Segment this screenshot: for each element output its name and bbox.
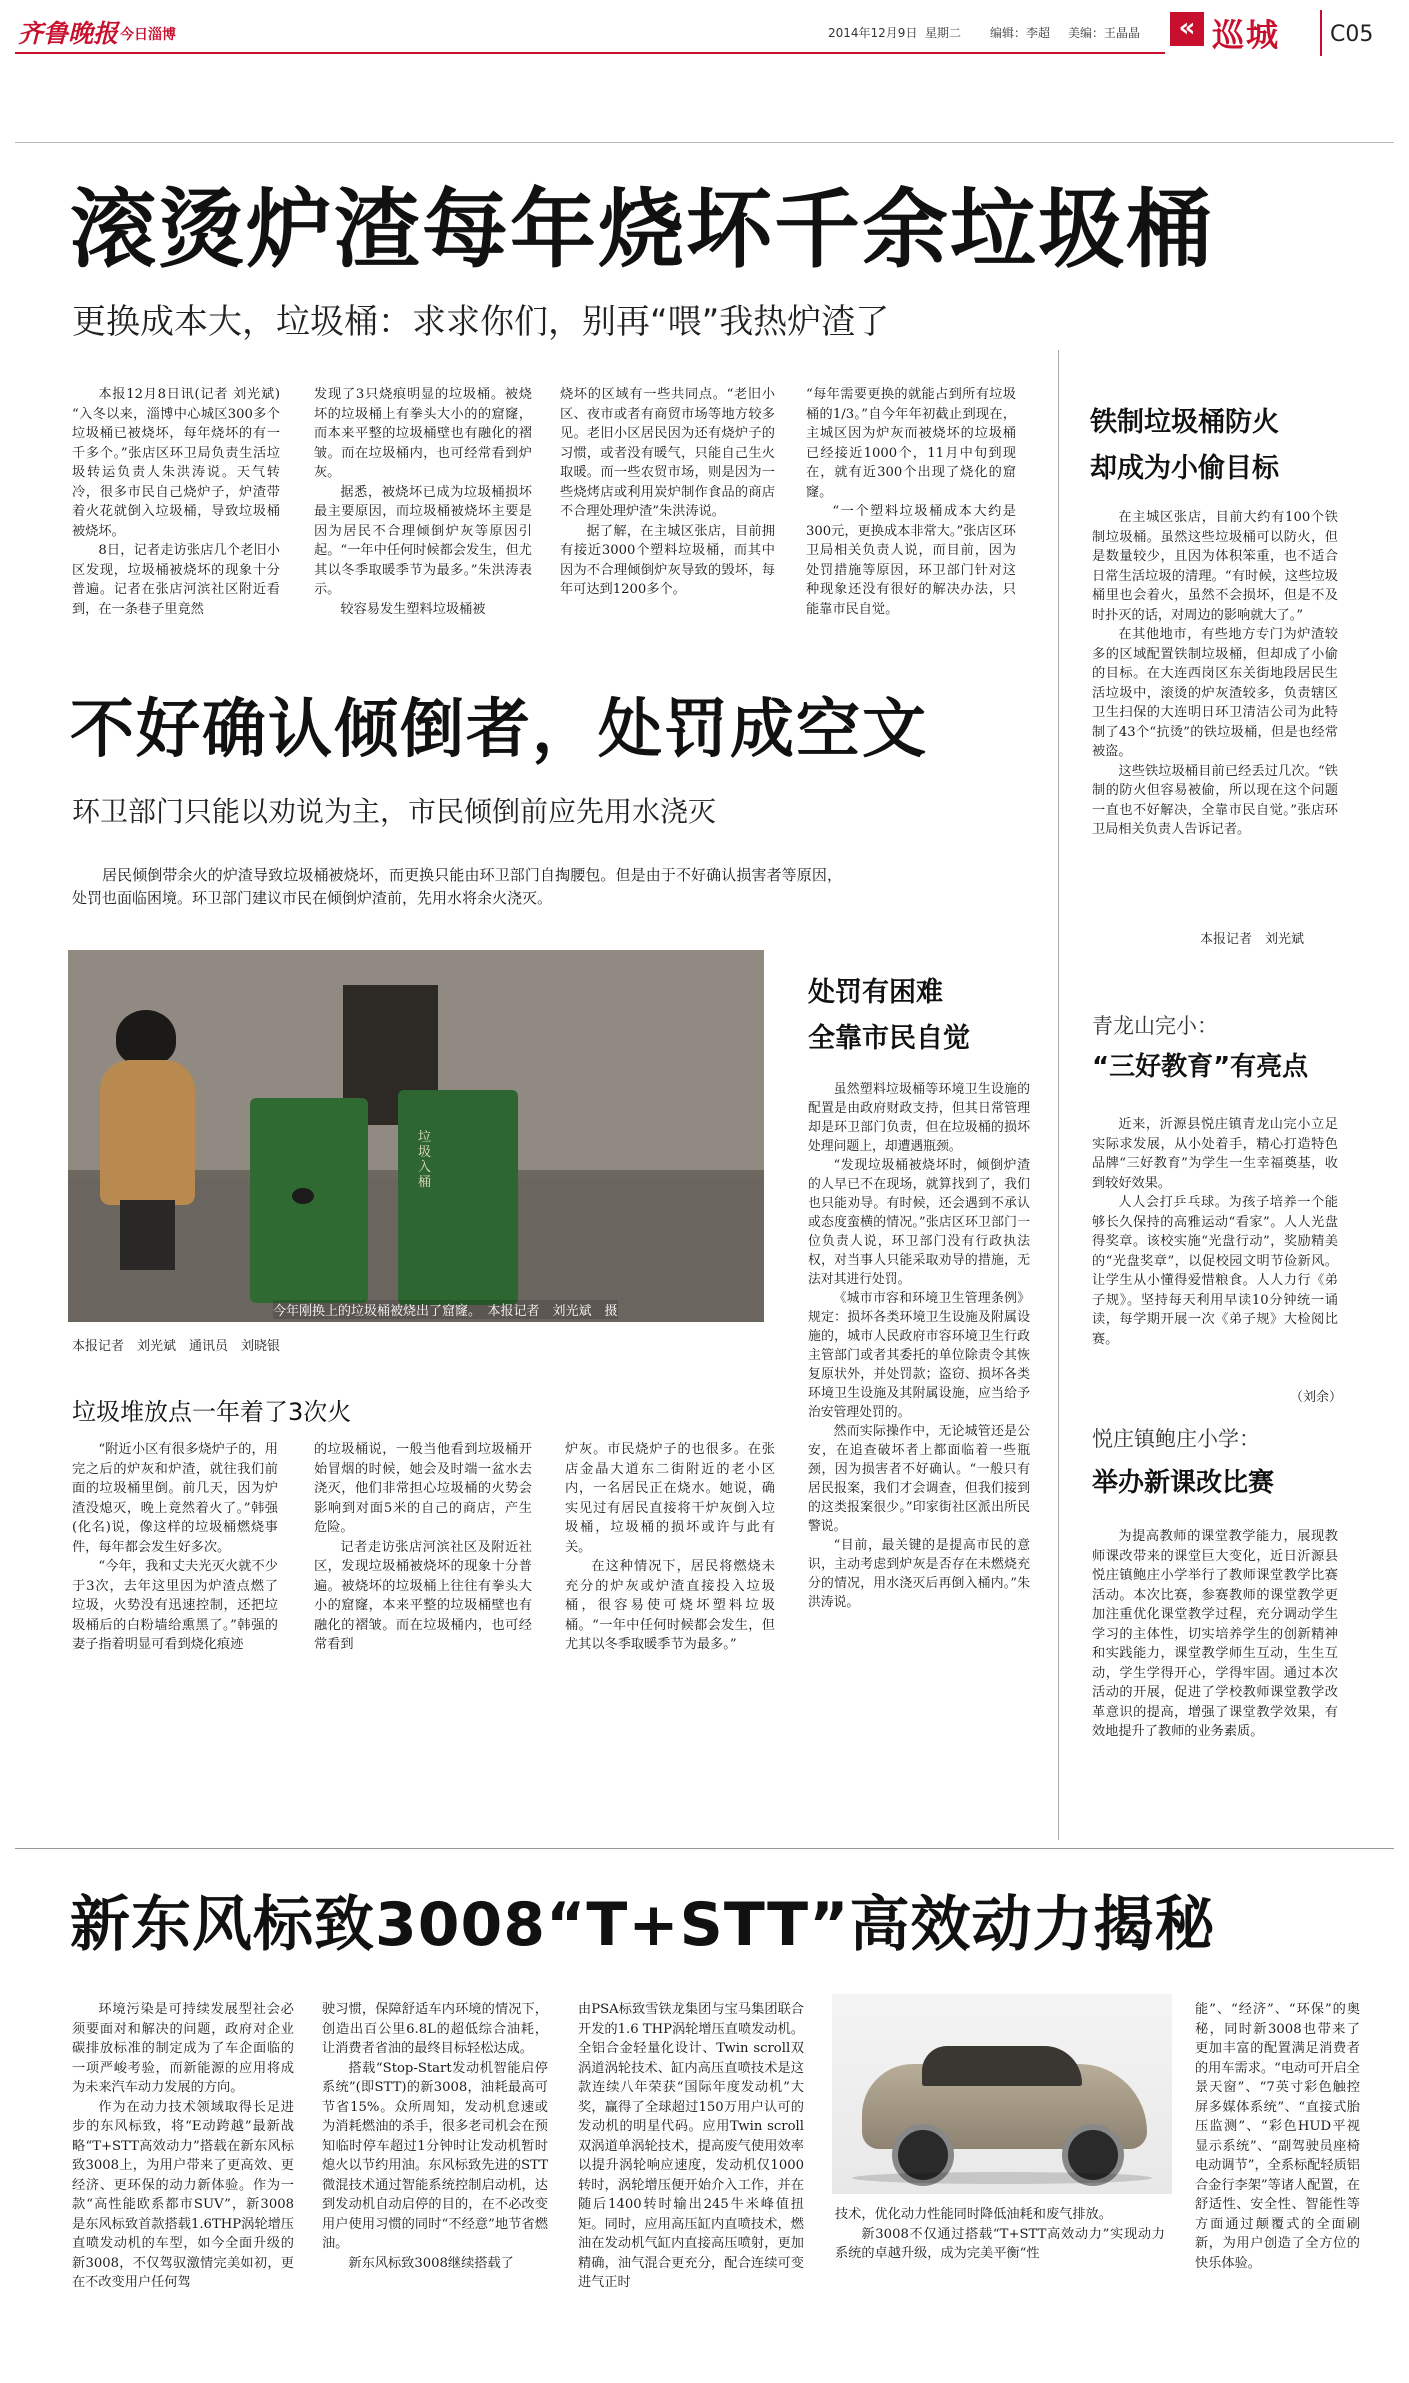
section-name: 巡城 bbox=[1212, 16, 1281, 54]
story2-subtitle: 环卫部门只能以劝说为主，市民倾倒前应先用水浇灭 bbox=[72, 795, 717, 828]
auto-divider bbox=[15, 1848, 1394, 1849]
sidebar1-title-line2: 却成为小偷目标 bbox=[1090, 453, 1279, 484]
school2-body: 为提高教师的课堂教学能力，展现教师课改带来的课堂巨大变化，近日沂源县悦庄镇鲍庄小学举行了教师课堂教学比赛活动。本次比赛，参赛教师的课堂教学更加注重优化课堂教学过程，充分调动学生学习的主体性，切实培养学生的创新精神和实践能力，课堂教学师生互动，生生互动，学生学得开心，学得牢固。通过本次活动的开展，促进了学校教师课堂教学改革意识的提高，增强了课堂教学效果，有效地提升了教师的业务素质。 bbox=[1092, 1529, 1338, 1739]
penalty-title-line1: 处罚有困难 bbox=[808, 977, 943, 1008]
sidebar1-body: 在主城区张店，目前大约有100个铁制垃圾桶。虽然这些垃圾桶可以防火，但是数量较少，且因为体积笨重，也不适合日常生活垃圾的清理。“有时候，这些垃圾桶里也会着火，虽然不会损坏，但是不及时扑灭的话，对周边的影响就大了。” 在其他地市，有些地方专门为炉渣较多的区域配置铁制垃圾桶，但却成了小偷的目标。在大连西岗区东关街地段居民生活垃圾中，滚烫的炉灰渣较多，负责辖区卫生扫保的大连明日环卫清洁公司为此特制了43个“抗烫”的铁垃圾桶，但是也经常被盗。 这些铁垃圾桶目前已经丢过几次。“铁制的防火但容易被偷，所以现在这个问题一直也不好解决，全靠市民自觉。”张店环卫局相关负责人告诉记者。 bbox=[1092, 510, 1338, 837]
story1-col2: 发现了3只烧痕明显的垃圾桶。被烧坏的垃圾桶上有拳头大小的的窟窿，而本来平整的垃圾桶壁也有融化的褶皱。而在垃圾桶内，也可经常看到炉灰。 据悉，被烧坏已成为垃圾桶损坏最主要原因，而垃圾桶被烧坏主要是因为居民不合理倾倒炉灰等原因引起。“一年中任何时候都会发生，但尤其以冬季取暖季节为最多。”朱洪涛表示。 较容易发生塑料垃圾桶被 bbox=[314, 387, 532, 617]
story1-subtitle: 更换成本大，垃圾桶：求求你们，别再“喂”我热炉渣了 bbox=[72, 302, 890, 342]
story2-col1: “附近小区有很多烧炉子的，用完之后的炉灰和炉渣，就往我们前面的垃圾桶里倒。前几天，因为炉渣没熄灭，晚上竟然着火了。”韩强(化名)说，像这样的垃圾桶燃烧事件，每年都会发生好多次。 “今年，我和丈夫光灭火就不少于3次，去年这里因为炉渣点燃了垃圾，火势没有迅速控制，还把垃圾桶后的白粉墙给熏黑了。”韩强的妻子指着明显可看到烧化痕迹 bbox=[72, 1442, 278, 1652]
sidebar1-byline: 本报记者 刘光斌 bbox=[1200, 932, 1305, 947]
car-photo bbox=[832, 1994, 1172, 2194]
story1-col4: “每年需要更换的就能占到所有垃圾桶的1/3。”自今年年初截止到现在，主城区因为炉灰而被烧坏的垃圾桶已经接近1000个，11月中旬到现在，就有近300个出现了烧化的窟窿。 “一个塑料垃圾桶成本大约是300元，更换成本非常大。”张店区环卫局相关负责人说，而目前，因为处罚措施等原因，环卫部门针对这种现象还没有很好的解决办法，只能靠市民自觉。 bbox=[806, 387, 1016, 617]
paper-logo: 齐鲁晚报 bbox=[18, 19, 119, 48]
section-mark-icon: « bbox=[1170, 12, 1204, 46]
school1-signature: （刘余） bbox=[1290, 1390, 1343, 1405]
photo-caption: 今年刚换上的垃圾桶被烧出了窟窿。 本报记者 刘光斌 摄 bbox=[273, 1300, 618, 1319]
person-coat bbox=[100, 1060, 195, 1205]
header-rule-thin bbox=[15, 142, 1394, 143]
auto-col1: 环境污染是可持续发展型社会必须要面对和解决的问题，政府对企业碳排放标准的制定成为了车企面临的一项严峻考验，而新能源的应用将成为未来汽车动力发展的方向。 作为在动力技术领域取得长足进步的东风标致，将“E动跨越”最新战略“T+STT高效动力”搭载在新东风标致3008上，为用户带来了更高效、更经济、更环保的动力新体验。作为一款“高性能欧系都市SUV”，新3008是东风标致首款搭载1.6THP涡轮增压直喷发动机的车型，如今全面升级的新3008，不仅驾驭激情完美如初，更在不改变用户任何驾 bbox=[72, 2002, 294, 2290]
sidebar1-title-line1: 铁制垃圾桶防火 bbox=[1090, 407, 1279, 438]
penalty-title-line2: 全靠市民自觉 bbox=[808, 1023, 970, 1054]
story2-col3: 炉灰。市民烧炉子的也很多。在张店金晶大道东二街附近的老小区内，一名居民正在烧水。她说，确实见过有居民直接将干炉灰倒入垃圾桶，垃圾桶的损坏或许与此有关。 在这种情况下，居民将燃烧未充分的炉灰或炉渣直接投入垃圾桶，很容易使可烧坏塑料垃圾桶。“一年中任何时候都会发生，但尤其以冬季取暖季节为最多。” bbox=[565, 1442, 775, 1652]
school1-body: 近来，沂源县悦庄镇青龙山完小立足实际求发展，从小处着手，精心打造特色品牌“三好教育”为学生一生幸福奠基，收到较好效果。 人人会打乒乓球。为孩子培养一个能够长久保持的高雅运动“看家”。人人光盘得奖章。该校实施“光盘行动”，奖励精美的“光盘奖章”，以促校园文明节俭新风。让学生从小懂得爱惜粮食。人人力行《弟子规》。坚持每天利用早读10分钟统一诵读，每学期开展一次《弟子规》大检阅比赛。 bbox=[1092, 1117, 1338, 1347]
story1-col3: 烧坏的区域有一些共同点。“老旧小区、夜市或者有商贸市场等地方较多见。老旧小区居民因为还有烧炉子的习惯，或者没有暖气，只能自己生火取暖。而一些农贸市场，则是因为一些烧烤店或利用炭炉制作食品的商店不合理处理炉渣”朱洪涛说。 据了解，在主城区张店，目前拥有接近3000个塑料垃圾桶，而其中因为不合理倾倒炉灰导致的毁坏，每年可达到1200多个。 bbox=[560, 387, 775, 597]
bin-label: 垃圾入桶 bbox=[418, 1130, 432, 1190]
trash-bin-photo bbox=[68, 950, 764, 1322]
designer-credit: 美编：王晶晶 bbox=[1068, 26, 1141, 40]
issue-weekday: 星期二 bbox=[925, 26, 962, 40]
header-rule bbox=[15, 52, 1165, 54]
story2-section-head: 垃圾堆放点一年着了3次火 bbox=[72, 1398, 352, 1426]
person-figure bbox=[116, 1010, 176, 1065]
column-divider bbox=[1058, 350, 1059, 1840]
page-number: C05 bbox=[1330, 22, 1374, 47]
story2-lead: 居民倾倒带余火的炉渣导致垃圾桶被烧坏，而更换只能由环卫部门自掏腰包。但是由于不好确认损害者等原因，处罚也面临困境。环卫部门建议市民在倾倒炉渣前，先用水将余火浇灭。 bbox=[72, 866, 842, 907]
issue-date: 2014年12月9日 bbox=[828, 26, 918, 40]
auto-col2: 驶习惯，保障舒适车内环境的情况下，创造出百公里6.8L的超低综合油耗，让消费者省油的最终目标轻松达成。 搭载“Stop-Start发动机智能启停系统”(即STT)的新3008，油耗最高可节省15%。众所周知，发动机怠速或为消耗燃油的杀手，很多老司机会在预知临时停车超过1分钟时让发动机暂时熄火以节约用油。东风标致先进的STT微混技术通过智能系统控制启动机，达到发动机自动启停的目的，在不必改变用户使用习惯的同时“不经意”地节省燃油。 新东风标致3008继续搭载了 bbox=[322, 2002, 548, 2271]
car-shadow bbox=[852, 2172, 1152, 2184]
header-divider bbox=[1320, 10, 1322, 56]
car-windows bbox=[922, 2046, 1082, 2086]
burn-hole-icon bbox=[292, 1188, 314, 1204]
auto-title: 新东风标致3008“T+STT”高效动力揭秘 bbox=[70, 1890, 1216, 1960]
school1-kicker: 青龙山完小： bbox=[1092, 1014, 1218, 1038]
school2-title: 举办新课改比赛 bbox=[1092, 1468, 1275, 1498]
penalty-body: 虽然塑料垃圾桶等环境卫生设施的配置是由政府财政支持，但其日常管理却是环卫部门负责，但在垃圾桶的损坏处理问题上，却遭遇瓶颈。 “发现垃圾桶被烧坏时，倾倒炉渣的人早已不在现场，就算找到了，我们也只能劝导。有时候，还会遇到不承认或态度蛮横的情况。”张店区环卫部门一位负责人说，环卫部门没有行政执法权，对当事人只能采取劝导的措施，无法对其进行处罚。 《城市市容和环境卫生管理条例》规定：损坏各类环境卫生设施及附属设施的，城市人民政府市容环境卫生行政主管部门或者其委托的单位除责令其恢复原状外，并处罚款；盗窃、损坏各类环境卫生设施及其附属设施，应当给予治安管理处罚的。 然而实际操作中，无论城管还是公安，在追查破坏者上都面临着一些瓶颈，因为损害者不好确认。“一般只有居民报案，我们才会调查，但我们接到的这类报案很少。”印家街社区派出所民警说。 “目前，最关键的是提高市民的意识，主动考虑到炉灰是否存在未燃烧充分的情况，用水浇灭后再倒入桶内。”朱洪涛说。 bbox=[808, 1082, 1030, 1610]
auto-col3: 由PSA标致雪铁龙集团与宝马集团联合开发的1.6 THP涡轮增压直喷发动机。全铝合金轻量化设计、Twin scroll双涡道涡轮技术、缸内高压直喷技术是这款连续八年荣获“国际年度发动机”大奖，赢得了全球超过150万用户认可的发动机的明星代码。应用Twin scroll双涡道单涡轮技术，提高废气使用效率以提升涡轮响应速度，发动机仅1000转时，涡轮增压便开始介入工作，并在随后1400转时输出245牛米峰值扭矩。同时，应用高压缸内直喷技术，燃油在发动机气缸内直接高压喷射，更加精确，油气混合更充分，配合连续可变进气正时 bbox=[578, 2002, 804, 2290]
auto-col4: 技术，优化动力性能同时降低油耗和废气排放。 新3008不仅通过搭载“T+STT高效动力”实现动力系统的卓越升级，成为完美平衡“性 bbox=[835, 2207, 1165, 2261]
story1-title: 滚烫炉渣每年烧坏千余垃圾桶 bbox=[70, 180, 1214, 280]
story2-col2: 的垃圾桶说，一般当他看到垃圾桶开始冒烟的时候，她会及时端一盆水去浇灭，他们非常担心垃圾桶的火势会影响到对面5米的自己的商店，产生危险。 记者走访张店河滨社区及附近社区，发现垃圾桶被烧坏的现象十分普遍。被烧坏的垃圾桶上往往有拳头大小的窟窿，本来平整的垃圾桶壁也有融化的褶皱。而在垃圾桶内，也可经常看到 bbox=[314, 1442, 532, 1652]
story1-col1: 本报12月8日讯(记者 刘光斌) “入冬以来，淄博中心城区300多个垃圾桶已被烧坏，每年烧坏的有一千多个。”张店区环卫局负责生活垃圾转运负责人朱洪涛说。天气转冷，很多市民自己烧炉子，炉渣带着火花就倒入垃圾桶，导致垃圾桶被烧坏。 8日，记者走访张店几个老旧小区发现，垃圾桶被烧坏的现象十分普遍。记者在张店河滨社区附近看到，在一条巷子里竟然 bbox=[72, 387, 280, 617]
auto-col5: 能”、“经济”、“环保”的奥秘，同时新3008也带来了更加丰富的配置满足消费者的用车需求。“电动可开启全景天窗”、“7英寸彩色触控屏多媒体系统”、“直接式胎压监测”、“彩色HUD平视显示系统”、“副驾驶员座椅电动调节”，全系标配轻质铝合金行李架”等诸人配置，在舒适性、安全性、智能性等方面通过颠覆式的全面刷新，为用户创造了全方位的快乐体验。 bbox=[1195, 2002, 1360, 2271]
person-legs bbox=[120, 1200, 175, 1270]
trash-bin-right bbox=[398, 1090, 518, 1305]
story2-title: 不好确认倾倒者，处罚成空文 bbox=[70, 693, 928, 767]
trash-bin-left bbox=[250, 1098, 368, 1303]
editor-credit: 编辑：李超 bbox=[990, 26, 1051, 40]
school1-title: “三好教育”有亮点 bbox=[1092, 1052, 1309, 1082]
story2-byline: 本报记者 刘光斌 通讯员 刘晓银 bbox=[72, 1339, 281, 1354]
school2-kicker: 悦庄镇鲍庄小学： bbox=[1092, 1427, 1260, 1451]
edition-label: 今日淄博 bbox=[120, 27, 176, 43]
